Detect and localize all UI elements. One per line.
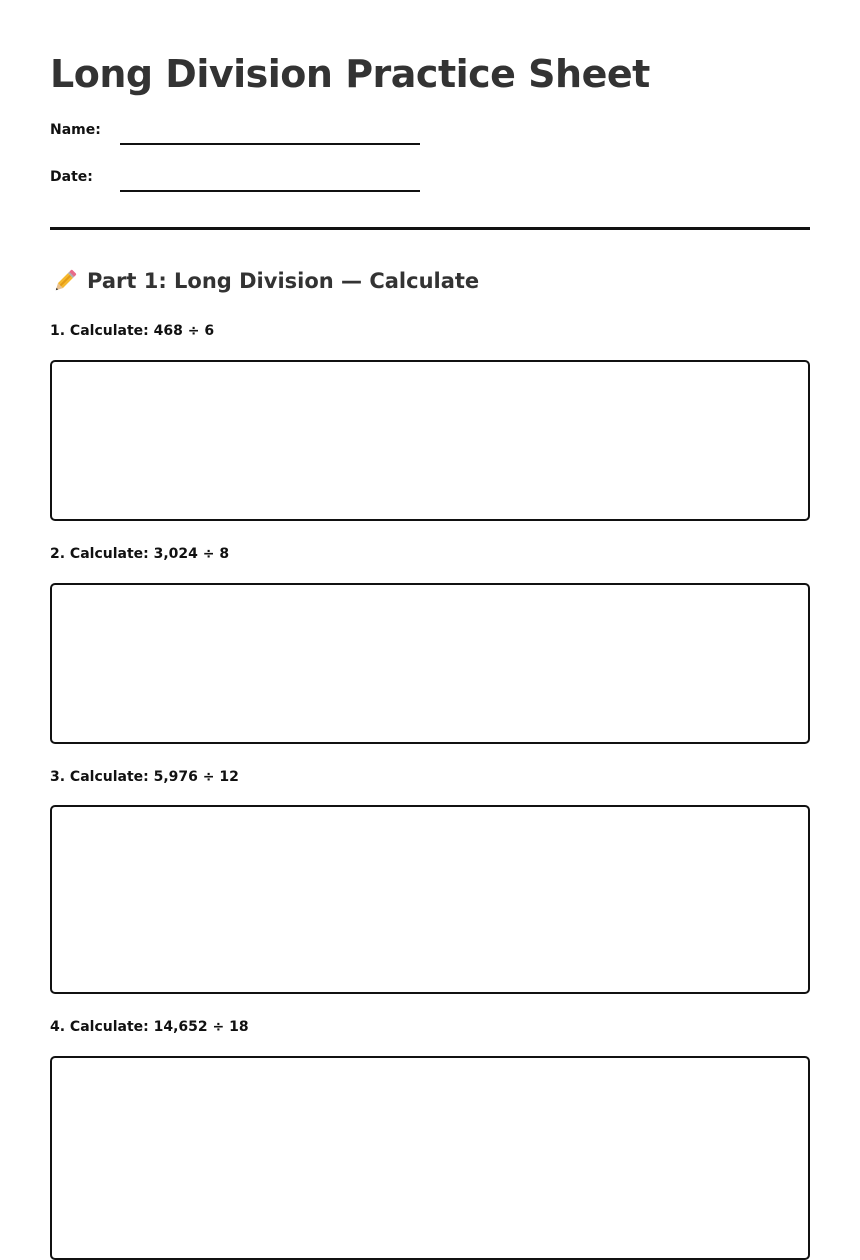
answer-box[interactable] (50, 805, 810, 994)
problem-label: 1. Calculate: 468 ÷ 6 (50, 323, 215, 339)
answer-box[interactable] (50, 360, 810, 521)
problem-label: 2. Calculate: 3,024 ÷ 8 (50, 546, 230, 562)
date-label: Date: (50, 169, 93, 185)
pencil-icon (50, 266, 80, 296)
name-label: Name: (50, 122, 101, 138)
name-field (50, 120, 450, 144)
date-field (50, 167, 450, 191)
date-blank-line[interactable] (120, 190, 420, 192)
problem-label: 3. Calculate: 5,976 ÷ 12 (50, 769, 239, 785)
header-divider (50, 227, 810, 230)
answer-box[interactable] (50, 1056, 810, 1260)
page-title: Long Division Practice Sheet (50, 52, 650, 96)
section-heading (50, 266, 479, 296)
answer-box[interactable] (50, 583, 810, 744)
section-heading-text: Part 1: Long Division — Calculate (87, 269, 480, 293)
name-blank-line[interactable] (120, 143, 420, 145)
problem-label: 4. Calculate: 14,652 ÷ 18 (50, 1019, 249, 1035)
